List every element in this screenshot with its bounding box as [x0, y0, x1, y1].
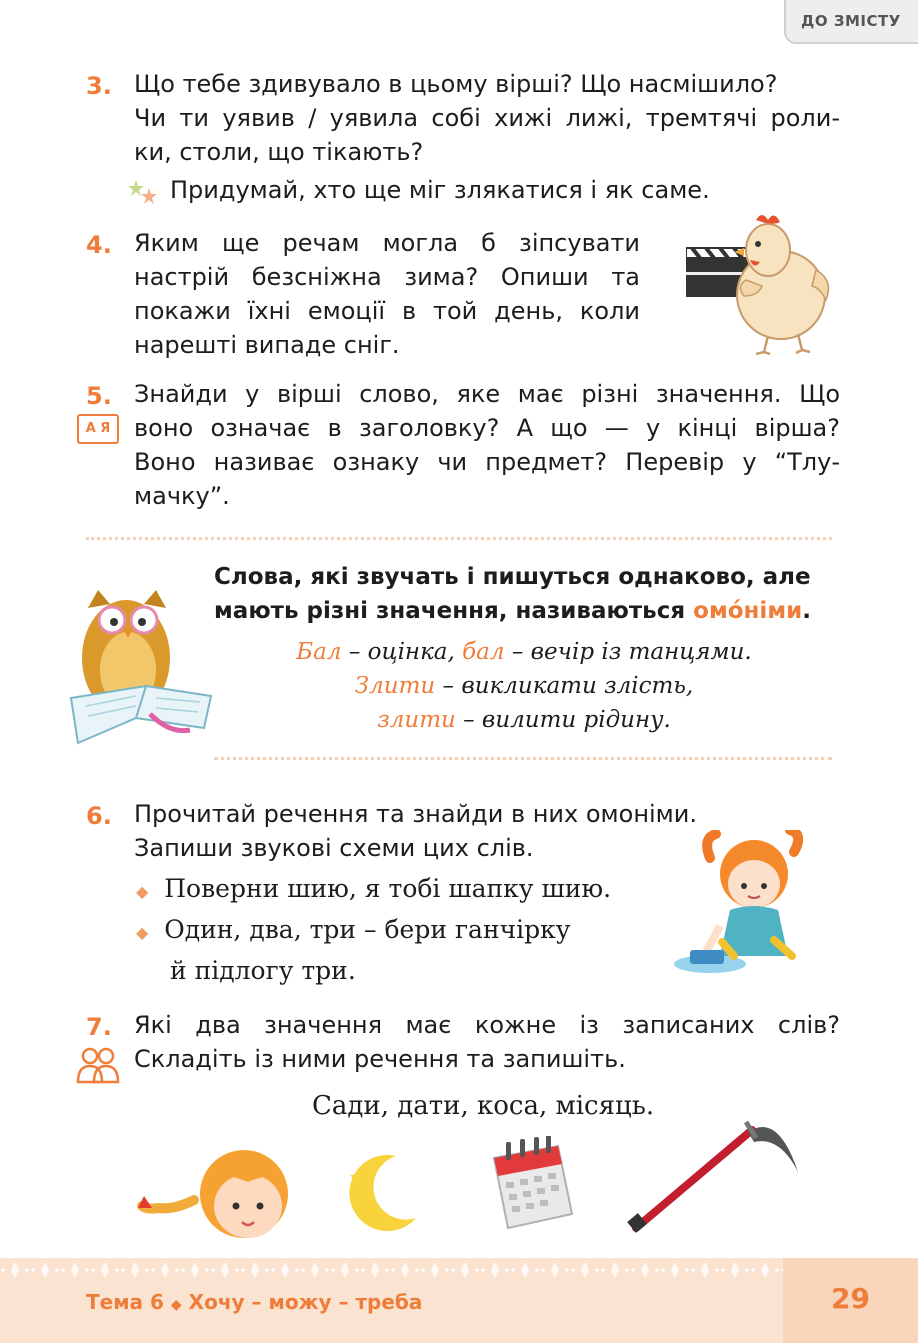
- task-3-subtask: Придумай, хто ще міг злякатися і як саме.: [170, 176, 710, 204]
- task-6-text: [134, 797, 697, 865]
- task-3-line-1: Що тебе здивувало в цьому вірші? Що насмішило?: [134, 70, 778, 98]
- pair-work-icon: [76, 1046, 120, 1086]
- task-6-item-1: [136, 870, 611, 911]
- example-word-bal-2: бал: [462, 639, 505, 665]
- creative-task-icon: [128, 178, 158, 208]
- task-5-line-4: мачку”.: [134, 482, 230, 510]
- rule-example-3: [214, 703, 834, 737]
- task-4-text: [134, 226, 640, 362]
- task-4-number: 4.: [86, 231, 112, 259]
- rule-line-2: [214, 594, 834, 628]
- footer-ornament: [0, 1258, 918, 1282]
- task-7-number: 7.: [86, 1013, 112, 1041]
- task-5-line-3: Воно називає ознаку чи предмет? Перевір у “Тлу-: [134, 448, 840, 476]
- task-3-line-2: Чи ти уявив / уявила собі хижі лижі, тремтячі роли-: [134, 104, 840, 132]
- rule-line-2-start: мають різні значення, називаються: [214, 598, 694, 624]
- rule-definition: [214, 560, 834, 628]
- diamond-bullet-icon: ◆: [136, 882, 149, 901]
- page-number: 29: [831, 1282, 870, 1315]
- rule-line-1: Слова, які звучать і пишуться однаково, але: [214, 564, 811, 590]
- footer-topic-title: Хочу – можу – треба: [188, 1290, 423, 1314]
- task-5-text: [134, 377, 840, 513]
- owl-book-illustration: [66, 578, 216, 746]
- task-5-line-1: Знайди у вірші слово, яке має різні значення. Що: [134, 380, 840, 408]
- task-4-line-1: Яким ще речам могла б зіпсувати: [134, 229, 640, 257]
- task-6-line-1: Прочитай речення та знайди в них омоніми.: [134, 800, 698, 828]
- task-6-item-2-cont: й підлогу три.: [170, 956, 356, 985]
- task-7-line-2: Складіть із ними речення та запишіть.: [134, 1045, 626, 1073]
- task-7-line-1: Які два значення має кожне із записаних слів?: [134, 1011, 840, 1039]
- scythe-illustration: [626, 1112, 806, 1236]
- example-def-bal-1: – оцінка,: [341, 639, 463, 665]
- example-def-zlyty-1: – викликати злість,: [435, 673, 694, 699]
- task-3-number: 3.: [86, 72, 112, 100]
- rule-divider-bottom: [214, 757, 832, 760]
- task-6-number: 6.: [86, 802, 112, 830]
- rule-examples: [214, 635, 834, 737]
- task-3-line-3: ки, столи, що тікають?: [134, 138, 424, 166]
- girl-braid-illustration: [134, 1150, 294, 1240]
- footer-diamond-icon: ◆: [170, 1297, 182, 1313]
- footer-topic-label: Тема 6: [86, 1290, 164, 1314]
- task-5-line-2: воно означає в заголовку? А що — у кінці вірша?: [134, 414, 840, 442]
- example-word-zlyty-2: злити: [377, 707, 456, 733]
- diamond-bullet-icon: ◆: [136, 923, 149, 942]
- task-3-text: [134, 67, 840, 169]
- task-6-item-1-text: Поверни шию, я тобі шапку шию.: [164, 874, 612, 903]
- hen-clapperboard-illustration: [686, 210, 836, 355]
- task-4-line-4: нарешті випаде сніг.: [134, 331, 400, 359]
- footer-topic: [86, 1290, 422, 1314]
- contents-link[interactable]: ДО ЗМІСТУ: [784, 0, 918, 44]
- example-def-zlyty-2: – вилити рідину.: [455, 707, 671, 733]
- task-6-item-2-text: Один, два, три – бери ганчірку: [164, 915, 571, 944]
- task-7-text: [134, 1008, 840, 1076]
- task-6-line-2: Запиши звукові схеми цих слів.: [134, 834, 534, 862]
- example-word-zlyty-1: Злити: [354, 673, 436, 699]
- task-4-line-2: настрій безсніжна зима? Опиши та: [134, 263, 640, 291]
- calendar-illustration: [488, 1136, 578, 1234]
- dictionary-icon: А Я: [77, 414, 119, 444]
- rule-divider-top: [86, 537, 832, 540]
- task-5-number: 5.: [86, 382, 112, 410]
- task-6-item-2: [136, 911, 611, 952]
- crescent-moon-illustration: [338, 1150, 422, 1234]
- task-7-words: Сади, дати, коса, місяць.: [312, 1091, 655, 1121]
- example-def-bal-2: – вечір із танцями.: [504, 639, 752, 665]
- girl-cleaning-illustration: [670, 830, 835, 978]
- task-6-items: [136, 870, 611, 990]
- rule-example-2: [214, 669, 834, 703]
- rule-term-homonyms: омо́німи: [693, 598, 803, 624]
- example-word-bal-1: Бал: [296, 639, 342, 665]
- rule-example-1: [214, 635, 834, 669]
- rule-line-2-end: .: [802, 598, 811, 624]
- task-4-line-3: покажи їхні емоції в той день, коли: [134, 297, 640, 325]
